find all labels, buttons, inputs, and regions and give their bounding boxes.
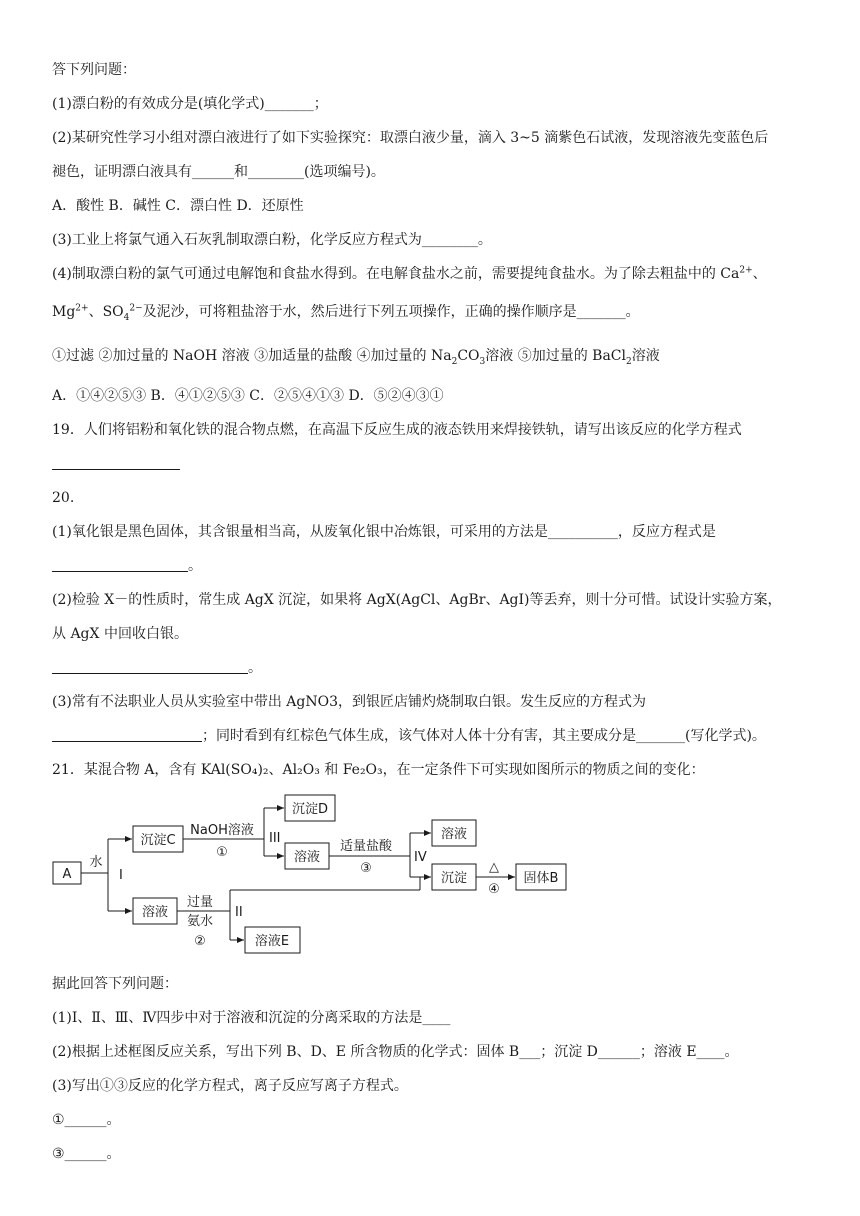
box-precip-c-label: 沉淀C: [140, 833, 176, 848]
ops-text-d: 溶液: [631, 348, 660, 364]
question-20-3-line-1: (3)常有不法职业人员从实验室中带出 AgNO3，到银匠店铺灼烧制取白银。发生反应的方程式为: [52, 694, 646, 710]
question-2-line-2: 褪色，证明漂白液具有______和________(选项编号)。: [52, 164, 385, 180]
box-precip-d-label: 沉淀D: [291, 802, 329, 817]
box-solution-e-label: 溶液E: [254, 934, 290, 949]
heat-symbol: △: [489, 860, 499, 875]
mg-symbol: Mg: [52, 304, 76, 320]
label-naoh: NaOH溶液: [190, 823, 254, 838]
na2-subscript: 2: [451, 356, 458, 367]
question-2-line-1: (2)某研究性学习小组对漂白液进行了如下实验探究：取漂白液少量，滴入 3~5 滴紫色石试液，发现溶液先变蓝色后: [52, 130, 769, 146]
q4-text-a: (4)制取漂白粉的氯气可通过电解饱和食盐水得到。在电解食盐水之前，需要提纯食盐水。为了除去粗盐中的 Ca: [52, 266, 740, 282]
ca-charge: 2+: [739, 265, 753, 276]
question-20-1: (1)氧化银是黑色固体，其含银量相当高，从废氧化银中冶炼银，可采用的方法是__________，反应方程式是: [52, 524, 716, 540]
question-19: 19．人们将铝粉和氧化铁的混合物点燃，在高温下反应生成的液态铁用来焊接铁轨，请写出该反应的化学方程式: [52, 422, 742, 438]
label-step-3: III: [269, 831, 281, 846]
ops-text-b: CO: [457, 348, 480, 364]
so4-subscript: 4: [123, 312, 130, 323]
question-20: 20.: [52, 490, 75, 506]
label-circle-3: ③: [360, 861, 372, 876]
label-ammonia: 氨水: [186, 914, 214, 929]
q4-text-c: 及泥沙，可将粗盐溶于水，然后进行下列五项操作，正确的操作顺序是_______。: [142, 304, 640, 320]
question-21-3: (3)写出①③反应的化学方程式，离子反应写离子方程式。: [52, 1078, 408, 1094]
mg-charge: 2+: [75, 303, 89, 314]
box-solid-b-label: 固体B: [523, 871, 559, 886]
co3-subscript: 3: [479, 356, 486, 367]
answer-line-3: ③______。: [52, 1146, 121, 1162]
question-20-2-line-2: 从 AgX 中回收白银。: [52, 626, 188, 642]
question-21-2: (2)根据上述框图反应关系，写出下列 B、D、E 所含物质的化学式：固体 B___；沉淀 D______；溶液 E____。: [52, 1044, 739, 1060]
label-step-1: I: [119, 868, 123, 883]
box-precip-label: 沉淀: [440, 871, 468, 886]
question-3: (3)工业上将氯气通入石灰乳制取漂白粉，化学反应方程式为________。: [52, 232, 492, 248]
period: 。: [188, 558, 202, 574]
question-21: 21．某混合物 A，含有 KAl(SO₄)₂、Al₂O₃ 和 Fe₂O₃，在一定条件下可实现如图所示的物质之间的变化：: [52, 762, 705, 778]
label-circle-1: ①: [216, 845, 228, 860]
ops-text-a: ①过滤 ②加过量的 NaOH 溶液 ③加适量的盐酸 ④加过量的 Na: [52, 348, 452, 364]
label-hcl: 适量盐酸: [339, 839, 393, 854]
box-solution-3-label: 溶液: [141, 905, 169, 920]
box-solution-1-label: 溶液: [293, 850, 321, 865]
label-excess: 过量: [186, 895, 214, 910]
answer-line-1: ①______。: [52, 1112, 121, 1128]
so-symbol: 、SO: [88, 304, 124, 320]
text-line-1: 答下列问题：: [52, 62, 136, 78]
q20-3-text: ；同时看到有红棕色气体生成，该气体对人体十分有害，其主要成分是_______(写化学式)。: [202, 728, 766, 744]
so4-charge: 2−: [129, 303, 143, 314]
question-20-2-line-1: (2)检验 X－的性质时，常生成 AgX 沉淀，如果将 AgX(AgCl、AgBr、AgI)等丢弃，则十分可惜。试设计实验方案，: [52, 592, 782, 608]
label-circle-2: ②: [194, 934, 206, 949]
q4-text-b: 、: [752, 266, 767, 282]
label-water: 水: [89, 855, 103, 870]
text-line-21: 据此回答下列问题：: [52, 976, 178, 992]
question-1: (1)漂白粉的有效成分是(填化学式)_______；: [52, 96, 328, 112]
box-a-label: A: [62, 867, 72, 882]
period: 。: [248, 660, 262, 676]
label-circle-4: ④: [488, 882, 500, 897]
label-step-4: IV: [414, 850, 427, 865]
question-4-options: A．①④②⑤③ B．④①②⑤③ C．②⑤④①③ D．⑤②④③①: [52, 388, 444, 404]
question-2-options: A．酸性 B．碱性 C．漂白性 D．还原性: [52, 198, 304, 214]
question-21-1: (1)Ⅰ、Ⅱ、Ⅲ、Ⅳ四步中对于溶液和沉淀的分离采取的方法是____: [52, 1010, 451, 1026]
bacl2-subscript: 2: [626, 356, 632, 367]
ops-text-c: 溶液 ⑤加过量的 BaCl: [485, 348, 626, 364]
box-solution-2-label: 溶液: [440, 827, 468, 842]
label-step-2: II: [235, 905, 243, 920]
